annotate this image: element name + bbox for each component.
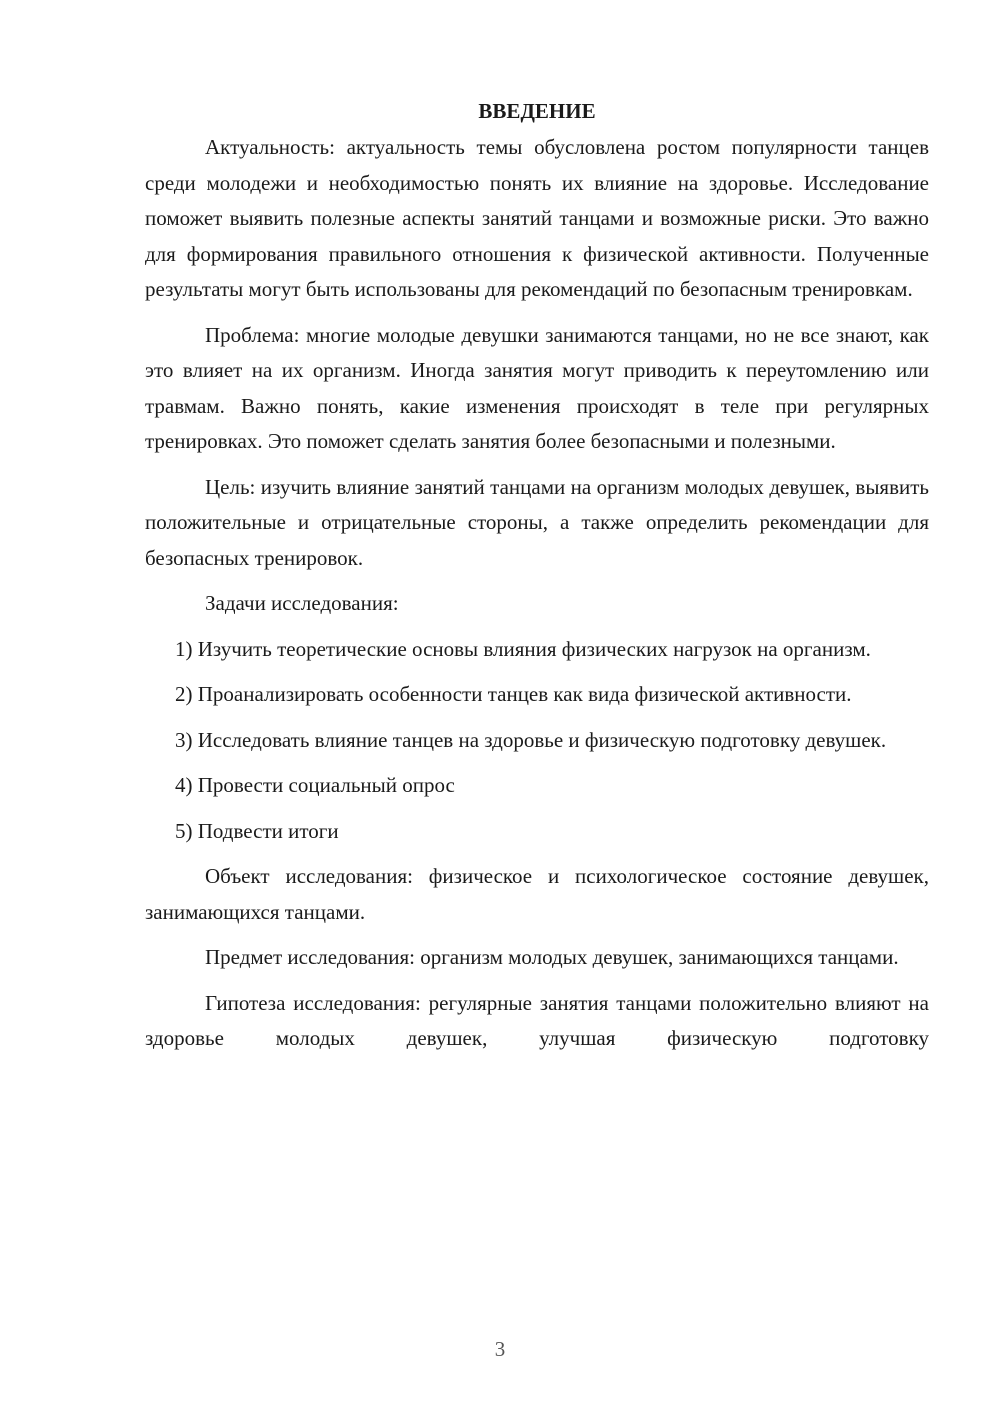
paragraph-subject: Предмет исследования: организм молодых девушек, занимающихся танцами. — [205, 945, 899, 969]
paragraph-object: Объект исследования: физическое и психологическое состояние девушек, занимающихся танцами. — [145, 864, 929, 924]
task-item-5: 5) Подвести итоги — [175, 818, 339, 843]
task-item-3: 3) Исследовать влияние танцев на здоровье и физическую подготовку девушек. — [175, 727, 887, 752]
page-content — [145, 94, 929, 1057]
paragraph-problem: Проблема: многие молодые девушки занимаются танцами, но не все знают, как это влияет на их организм. Иногда занятия могут приводить к переутомлению или травмам. Важно понять, какие изменения происходят в теле при регулярных тренировках. Это поможет сделать занятия более безопасными и полезными. — [145, 322, 929, 453]
task-item-1: 1) Изучить теоретические основы влияния физических нагрузок на организм. — [175, 636, 871, 661]
paragraph-relevance: Актуальность: актуальность темы обусловлена ростом популярности танцев среди молодежи и необходимостью понять их влияние на здоровье. Исследование поможет выявить полезные аспекты занятий танцами и возможные риски. Это важно для формирования правильного отношения к физической активности. Полученные результаты могут быть использованы для рекомендаций по безопасным тренировкам. — [145, 135, 929, 301]
task-item-2: 2) Проанализировать особенности танцев как вида физической активности. — [175, 682, 852, 706]
tasks-heading: Задачи исследования: — [205, 591, 399, 615]
page-number: 3 — [494, 1337, 506, 1361]
page-title: ВВЕДЕНИЕ — [478, 99, 596, 123]
task-item-4: 4) Провести социальный опрос — [175, 773, 455, 797]
paragraph-goal: Цель: изучить влияние занятий танцами на организм молодых девушек, выявить положительные и отрицательные стороны, а также определить рекомендации для безопасных тренировок. — [145, 474, 929, 570]
paragraph-hypothesis: Гипотеза исследования: регулярные занятия танцами положительно влияют на здоровье молодых девушек, улучшая физическую подготовку — [145, 990, 929, 1050]
